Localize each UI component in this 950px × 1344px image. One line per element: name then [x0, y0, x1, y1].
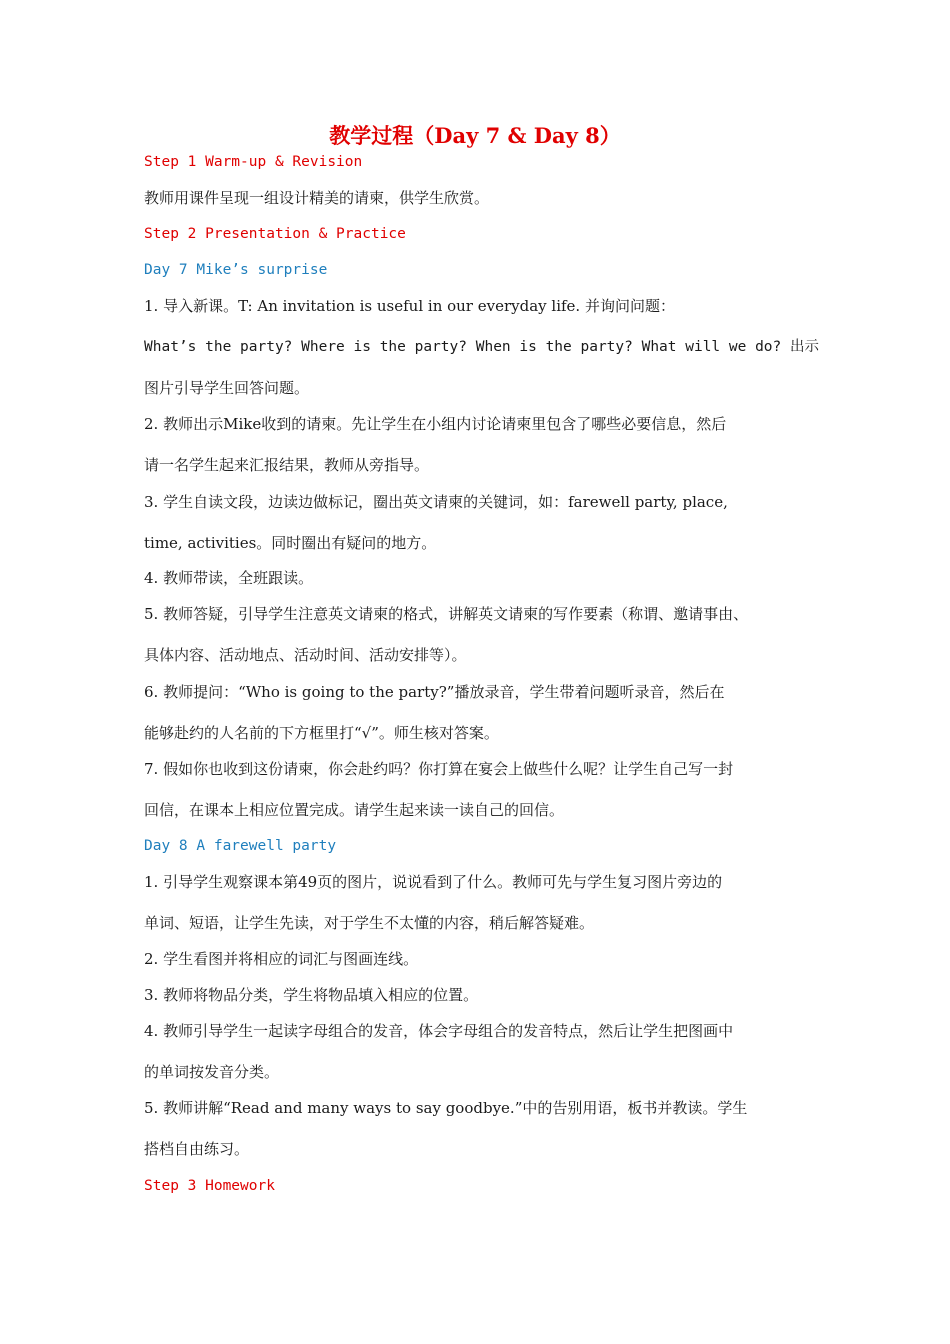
paragraph-line: What’s the party? Where is the party? When is the party? What will we do? 出示: [144, 339, 820, 355]
paragraph-line: 3. 教师将物品分类，学生将物品填入相应的位置。: [144, 986, 479, 1004]
paragraph-line: 请一名学生起来汇报结果，教师从旁指导。: [144, 456, 430, 474]
paragraph-line: 的单词按发音分类。: [144, 1063, 280, 1081]
paragraph-line: 6. 教师提问：“Who is going to the party?”播放录音，学生带着问题听录音，然后在: [144, 683, 725, 701]
paragraph-line: 1. 引导学生观察课本第49页的图片，说说看到了什么。教师可先与学生复习图片旁边的: [144, 873, 723, 891]
step-3-heading: Step 3 Homework: [144, 1178, 275, 1194]
paragraph-line: 2. 教师出示Mike收到的请柬。先让学生在小组内讨论请柬里包含了哪些必要信息，然后: [144, 415, 727, 433]
paragraph-line: 5. 教师答疑，引导学生注意英文请柬的格式，讲解英文请柬的写作要素（称谓、邀请事由、: [144, 605, 749, 623]
paragraph-line: 5. 教师讲解“Read and many ways to say goodbye.”中的告别用语，板书并教读。学生: [144, 1099, 748, 1117]
paragraph-line: 2. 学生看图并将相应的词汇与图画连线。: [144, 950, 419, 968]
paragraph-line: 3. 学生自读文段，边读边做标记，圈出英文请柬的关键词，如：farewell party, place,: [144, 493, 728, 511]
day-7-heading: Day 7 Mike’s surprise: [144, 262, 328, 278]
paragraph-line: time, activities。同时圈出有疑问的地方。: [144, 534, 437, 552]
paragraph-line: 具体内容、活动地点、活动时间、活动安排等）。: [144, 646, 467, 664]
page-title: 教学过程（Day 7 & Day 8）: [329, 123, 621, 148]
paragraph-line: 7. 假如你也收到这份请柬，你会赴约吗？你打算在宴会上做些什么呢？让学生自己写一封: [144, 760, 734, 778]
paragraph-line: 搭档自由练习。: [144, 1140, 250, 1158]
paragraph-line: 教师用课件呈现一组设计精美的请柬，供学生欣赏。: [144, 189, 490, 207]
step-1-heading: Step 1 Warm-up & Revision: [144, 154, 363, 170]
paragraph-line: 图片引导学生回答问题。: [144, 379, 310, 397]
paragraph-line: 4. 教师带读，全班跟读。: [144, 569, 314, 587]
paragraph-line: 单词、短语，让学生先读，对于学生不太懂的内容，稍后解答疑难。: [144, 914, 595, 932]
paragraph-line: 能够赴约的人名前的下方框里打“√”。师生核对答案。: [144, 724, 499, 742]
paragraph-line: 1. 导入新课。T: An invitation is useful in our everyday life. 并询问问题：: [144, 297, 675, 315]
step-2-heading: Step 2 Presentation & Practice: [144, 226, 406, 242]
paragraph-line: 回信，在课本上相应位置完成。请学生起来读一读自己的回信。: [144, 801, 565, 819]
paragraph-line: 4. 教师引导学生一起读字母组合的发音，体会字母组合的发音特点，然后让学生把图画中: [144, 1022, 734, 1040]
day-8-heading: Day 8 A farewell party: [144, 838, 337, 854]
